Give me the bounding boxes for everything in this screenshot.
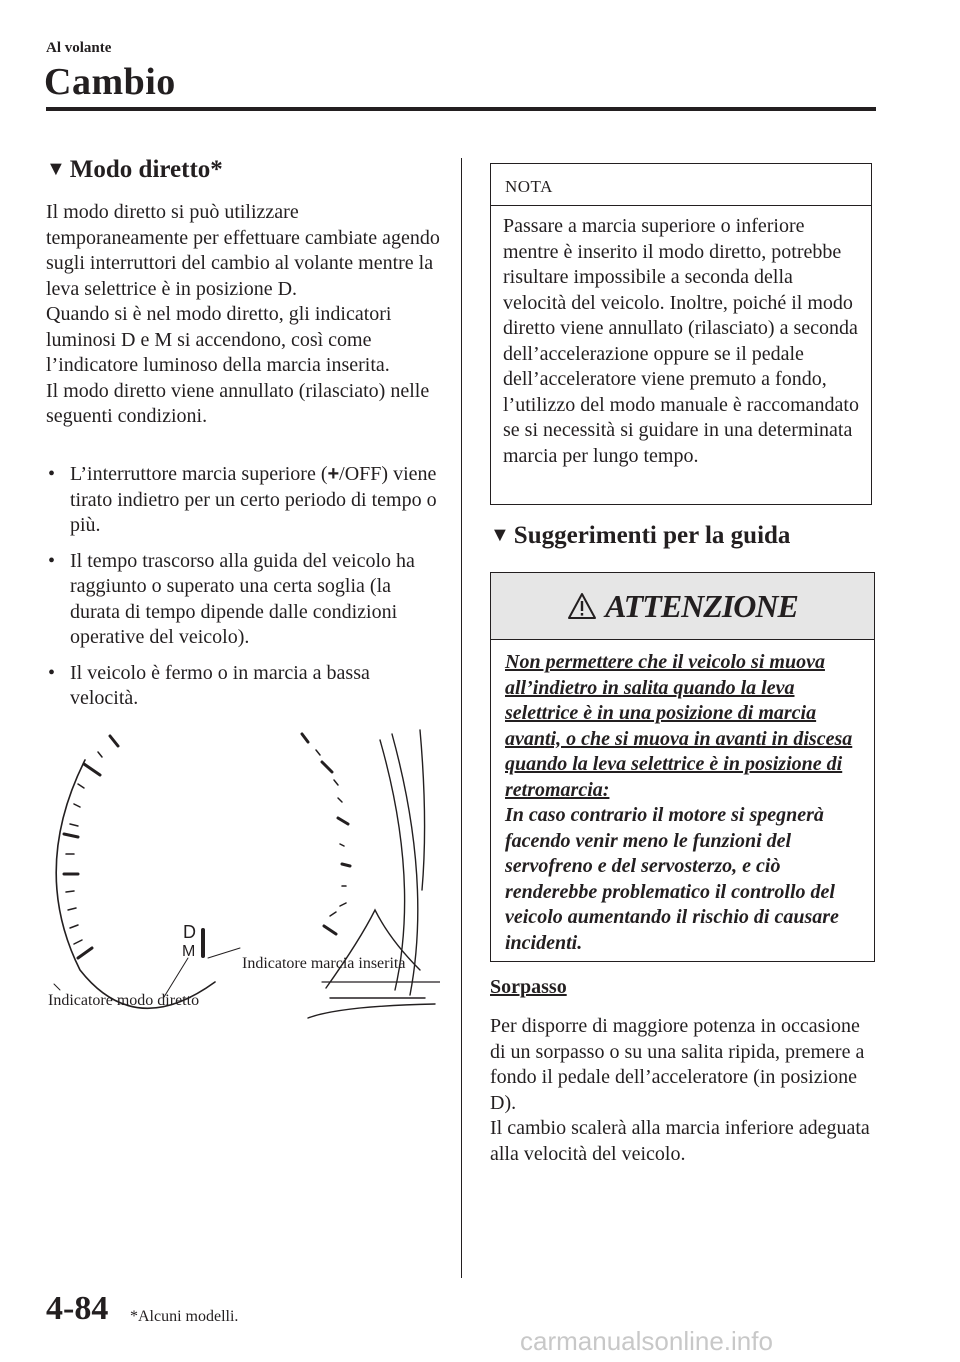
conditions-list bbox=[46, 462, 441, 722]
subheading-sorpasso: Sorpasso bbox=[490, 976, 567, 998]
warning-triangle-icon bbox=[567, 592, 597, 620]
watermark: carmanualsonline.info bbox=[520, 1326, 773, 1356]
list-item bbox=[46, 549, 441, 651]
page-number: 4-84 bbox=[46, 1290, 109, 1327]
footnote: *Alcuni modelli. bbox=[130, 1308, 239, 1325]
paragraph-1: Il modo diretto si può utilizzare temporaneamente per effettuare cambiate agendo sugli interruttori del cambio al volante mentre la leva selettrice è in posizione D. bbox=[46, 201, 440, 300]
list-item bbox=[46, 462, 441, 539]
section-small-title: Al volante bbox=[46, 40, 112, 56]
indicator-m: M bbox=[182, 943, 196, 960]
warning-text bbox=[491, 640, 874, 956]
sorpasso-text bbox=[490, 1014, 875, 1167]
warning-underlined-text: Non permettere che il veicolo si muova all’indietro in salita quando la leva selettrice è in una posizione di marcia avanti, o che si muova in avanti in discesa quando la leva selettrice è in posizione di retromarcia: bbox=[505, 651, 853, 801]
bullet-text-pre: L’interruttore marcia superiore ( bbox=[70, 463, 328, 485]
heading-modo-diretto bbox=[46, 156, 223, 184]
paragraph-1: Per disporre di maggiore potenza in occasione di un sorpasso o su una salita ripida, premere a fondo il pedale dell’acceleratore (in posizione D). bbox=[490, 1015, 865, 1114]
triangle-down-icon: ▼ bbox=[490, 524, 510, 546]
heading-text: Suggerimenti per la guida bbox=[513, 522, 791, 549]
label-direct-mode-indicator: Indicatore modo diretto bbox=[48, 992, 200, 1009]
left-gauge-arc bbox=[56, 760, 215, 1008]
column-divider bbox=[461, 158, 462, 1278]
bullet: • bbox=[48, 661, 56, 684]
note-heading: NOTA bbox=[491, 164, 871, 206]
intro-text bbox=[46, 200, 441, 430]
label-gear-indicator: Indicatore marcia inserita bbox=[242, 955, 406, 972]
warning-box bbox=[490, 572, 875, 962]
plus-icon: + bbox=[327, 463, 340, 485]
paragraph-2: Il cambio scalerà alla marcia inferiore adeguata alla velocità del veicolo. bbox=[490, 1117, 870, 1165]
triangle-down-icon: ▼ bbox=[46, 158, 66, 180]
bullet-text-post: /OFF) viene tirato indietro per un certo periodo di tempo o più. bbox=[70, 463, 437, 536]
bullet: • bbox=[48, 463, 56, 485]
heading-text: Modo diretto* bbox=[69, 156, 223, 183]
list-item bbox=[46, 661, 441, 712]
header-rule bbox=[46, 107, 876, 111]
bullet-text: Il tempo trascorso alla guida del veicolo ha raggiunto o superato una certa soglia (la durata di tempo dipende dalle condizioni operative del veicolo). bbox=[70, 549, 415, 648]
bullet-text: Il veicolo è fermo o in marcia a bassa velocità. bbox=[70, 661, 370, 709]
warning-body-text: In caso contrario il motore si spegnerà facendo venir meno le funzioni del servofreno e del servosterzo, e ciò renderebbe problematico il controllo del veicolo aumentando il rischio di causare incidenti. bbox=[505, 804, 839, 954]
heading-suggerimenti bbox=[490, 522, 790, 550]
warning-header bbox=[491, 573, 874, 640]
bullet: • bbox=[48, 549, 56, 572]
warning-title: ATTENZIONE bbox=[605, 587, 798, 624]
section-title: Cambio bbox=[44, 61, 176, 103]
note-box bbox=[490, 163, 872, 505]
paragraph-2: Quando si è nel modo diretto, gli indicatori luminosi D e M si accendono, così come l’indicatore luminoso della marcia inserita. bbox=[46, 303, 392, 376]
indicator-d: D bbox=[183, 922, 196, 942]
note-text: Passare a marcia superiore o inferiore mentre è inserito il modo diretto, potrebbe risultare impossibile a seconda della velocità del veicolo. Inoltre, poiché il modo diretto viene annullato (rilasciato) a seconda dell’accelerazione oppure se il pedale dell’acceleratore viene premuto a fondo, l’utilizzo del modo manuale è raccomandato se si necessità si guidare in una determinata marcia per lungo tempo. bbox=[503, 215, 859, 467]
paragraph-3: Il modo diretto viene annullato (rilasciato) nelle seguenti condizioni. bbox=[46, 379, 430, 427]
